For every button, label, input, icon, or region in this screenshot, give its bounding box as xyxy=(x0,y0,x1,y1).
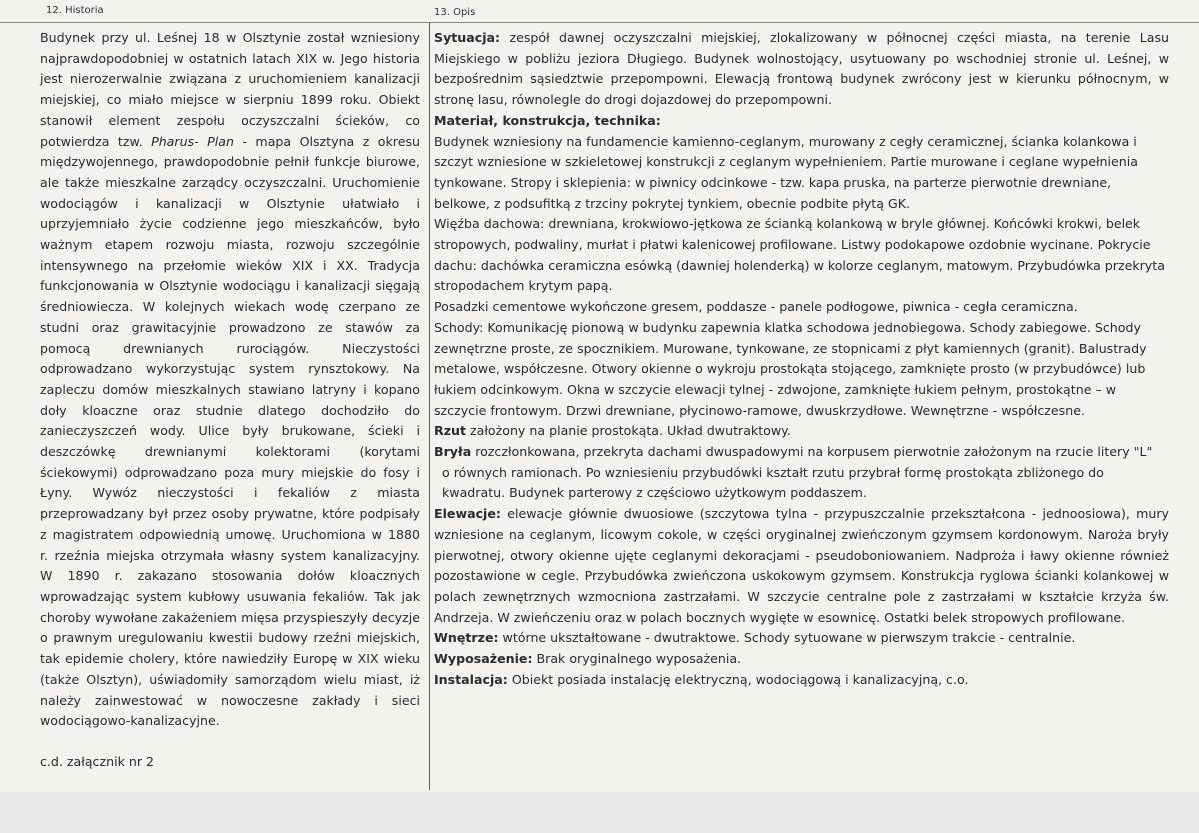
mass-paragraph xyxy=(434,442,1169,463)
column-divider xyxy=(429,22,430,790)
description-heading: 13. Opis xyxy=(434,7,476,18)
installation-text: Obiekt posiada instalację elektryczną, wodociągową i kanalizacyjną, c.o. xyxy=(507,671,969,687)
mass-text-2: o równych ramionach. Po wzniesieniu przybudówki kształt rzutu przybrał formę prostokąta zbliżonego do kwadratu. Budynek parterowy z częściowo użytkowym poddaszem. xyxy=(442,464,1104,501)
history-column xyxy=(40,28,420,773)
appendix-note: c.d. załącznik nr 2 xyxy=(40,753,155,769)
history-text-after: - mapa Olsztyna z okresu międzywojennego, prawdopodobnie pełnił funkcje biurowe, ale także mieszkalne zarządcy oczyszczalni. Uruchomienie wodociągów i kanalizacji w Olsztynie ułatwiało i uprzyjemniało życie codzienne jego mieszkańców, było ważnym etapem rozwoju miasta, rozwoju szczególnie intensywnego na przełomie wieków XIX i XX. Tradycja funkcjonowania w Olsztynie wodociągu i kanalizacji sięgają średniowiecza. W kolejnych wiekach wodę czerpano ze studni oraz grawitacyjnie prowadzono ze stawów za pomocą drewnianych rurociągów. Nieczystości odprowadzano wykorzystując system rynsztokowy. Na zapleczu domów mieszkalnych stawiano latryny i kopano doły kloaczne oraz studnie dlatego dochodziło do zanieczyszczeń wody. Ulice były brukowane, ścieki i deszczówkę drewnianymi kolektorami (korytami ściekowymi) odprowadzano poza mury miejskie do fosy i Łyny. Wywóz nieczystości i fekaliów z miasta przeprowadzany był przez osoby prywatne, które podpisały z magistratem odpowiednią umowę. Uruchomiona w 1880 r. rzeźnia miejska otrzymała własny system kanalizacyjny. W 1890 r. zakazano stosowania dołów kloacznych wprowadzając system kubłowy usuwania fekaliów. Tak jak choroby wywołane zakażeniem mięsa przyspieszyły decyzje o prawnym uregulowaniu kwestii budowy rzeźni miejskich, tak epidemie cholery, które nawiedziły Europę w XIX wieku (także Olsztyn), uświadomiły samorządom wielu miast, iż należy zainwestować w nowoczesne zakłady i sieci wodociągowo-kanalizacyjne. xyxy=(40,133,421,729)
elevations-text: elewacje głównie dwuosiowe (szczytowa tylna - przypuszczalnie przekształcona - jednoosiowa), mury wzniesione na ceglanym, licowym cokole, w części oryginalnej zwieńczonym gzymsem kordonowym. Naroża bryły pierwotnej, otwory okienne ujęte ceglanymi dekoracjami - pseudoboniowaniem. Nadproża i ławy okienne również pozostawione w cegle. Przybudówka zwieńczona uskokowym gzymsem. Konstrukcja ryglowa ścianki kolankowej w polach zewnętrznych wzmocniona zastrzałami. W szczycie centralne pole z zastrzałami w kształcie krzyża św. Andrzeja. W zwieńczeniu oraz w polach bocznych wygięte w esownicę. Ostatki belek stropowych profilowane. xyxy=(434,506,1169,625)
mass-text-1: rozczłonkowana, przekryta dachami dwuspadowymi na korpusem pierwotnie założonym na rzucie litery "L" xyxy=(471,444,1153,460)
situation-paragraph xyxy=(434,28,1169,111)
equipment-paragraph xyxy=(434,649,1169,670)
pharus-plan-name: Pharus- Plan xyxy=(151,133,234,149)
plan-text: założony na planie prostokąta. Układ dwutraktowy. xyxy=(466,423,791,439)
plan-paragraph xyxy=(434,421,1169,442)
roof-paragraph: Więźba dachowa: drewniana, krokwiowo-jętkowa ze ścianką kolankową w bryle głównej. Końcówki krokwi, belek stropowych, podwaliny, murłat i płatwi kalenicowej profilowane. Listwy podokapowe ozdobnie wycinane. Pokrycie dachu: dachówka ceramiczna esówką (dawniej holenderką) w kolorze ceglanym, matowym. Przybudówka przekryta stropodachem krytym papą. xyxy=(434,216,1165,294)
description-column xyxy=(434,28,1169,691)
floors-paragraph: Posadzki cementowe wykończone gresem, poddasze - panele podłogowe, piwnica - cegła ceramiczna. xyxy=(434,299,1078,315)
situation-label: Sytuacja: xyxy=(434,30,501,45)
interior-label: Wnętrze: xyxy=(434,630,499,646)
plan-label: Rzut xyxy=(434,423,467,439)
elevations-label: Elewacje: xyxy=(434,506,501,522)
history-text xyxy=(40,28,420,732)
interior-text: wtórne ukształtowane - dwutraktowe. Schody sytuowane w pierwszym trakcie - centralnie. xyxy=(498,630,1076,646)
installation-label: Instalacja: xyxy=(434,671,508,687)
interior-paragraph xyxy=(434,628,1169,649)
mass-label: Bryła xyxy=(434,444,472,460)
equipment-text: Brak oryginalnego wyposażenia. xyxy=(532,651,742,667)
material-heading: Materiał, konstrukcja, technika: xyxy=(434,112,661,128)
situation-text: zespół dawnej oczyszczalni miejskiej, zlokalizowany w północnej części miasta, na terenie Lasu Miejskiego w pobliżu jeziora Długiego. Budynek wolnostojący, usytuowany po wschodniej stronie ul. Leśnej, w bezpośrednim sąsiedztwie przepompowni. Elewacją frontową budynek zwrócony jest w kierunku północnym, w stronę lasu, równolegle do drogi dojazdowej do przepompowni. xyxy=(434,30,1169,108)
page-bottom-margin xyxy=(0,792,1199,833)
stairs-paragraph: Schody: Komunikację pionową w budynku zapewnia klatka schodowa jednobiegowa. Schody zabiegowe. Schody zewnętrzne proste, ze spocznikiem. Murowane, tynkowane, ze stopnicami z płyt kamiennych (granit). Balustrady metalowe, współczesne. Otwory okienne o wykroju prostokąta stojącego, zamknięte prosto (w przybudówce) lub łukiem odcinkowym. Okna w szczycie elewacji tylnej - zdwojone, zamknięte łukiem pełnym, prostokątne – w szczycie frontowym. Drzwi drewniane, płycinowo-ramowe, dwuskrzydłowe. Wewnętrzne - współczesne. xyxy=(434,319,1147,418)
elevations-paragraph xyxy=(434,504,1169,628)
material-paragraph: Budynek wzniesiony na fundamencie kamienno-ceglanym, murowany z cegły ceramicznej, ścianka kolankowa i szczyt wzniesione w szkieletowej konstrukcji z ceglanym wypełnieniem. Partie murowane i ceglane wypełnienia tynkowane. Stropy i sklepienia: w piwnicy odcinkowe - tzw. kapa pruska, na parterze pierwotnie drewniane, belkowe, z podsufitką z trzciny pokrytej tynkiem, obecnie podbite płytą GK. xyxy=(434,133,1138,211)
header-rule xyxy=(0,22,1199,23)
installation-paragraph xyxy=(434,670,1169,691)
history-text-before: Budynek przy ul. Leśnej 18 w Olsztynie został wzniesiony najprawdopodobniej w ostatnich latach XIX w. Jego historia jest nierozerwalnie związana z uruchomieniem kanalizacji miejskiej, co miało miejsce w sierpniu 1899 roku. Obiekt stanowił element zespołu oczyszczalni ścieków, co potwierdza tzw. xyxy=(40,30,420,149)
history-heading: 12. Historia xyxy=(46,5,104,16)
equipment-label: Wyposażenie: xyxy=(434,651,533,667)
